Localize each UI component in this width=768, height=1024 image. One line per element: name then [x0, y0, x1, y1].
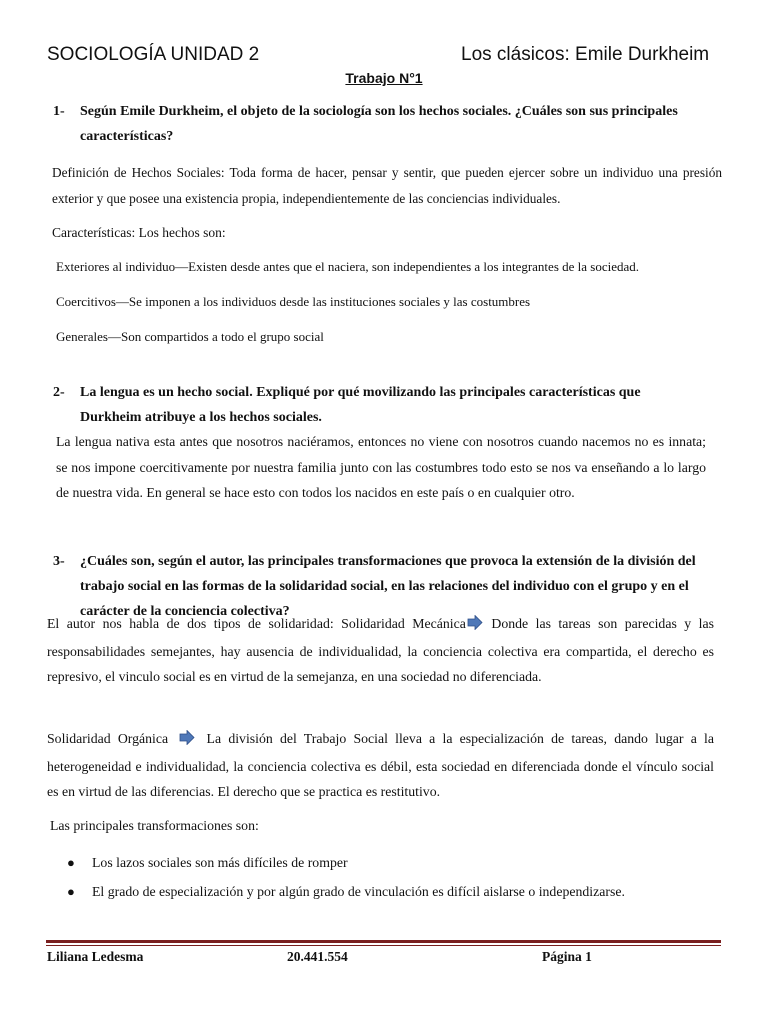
question-3-text: ¿Cuáles son, según el autor, las principales transformaciones que provoca la extensión de la división del trabajo social en las formas de la solidaridad social, en las relaciones del individuo con el grupo y en el carácter de la conciencia colectiva?: [80, 554, 696, 619]
q3-p1-rest: Donde las tareas son parecidas y las responsabilidades semejantes, hay ausencia de individualidad, la conciencia colectiva era compartida, el derecho es represivo, el vinculo social es en virtud de la semejanza, en una sociedad no diferenciada.: [47, 616, 714, 684]
list-item: [67, 879, 707, 908]
footer-id: 20.441.554: [287, 949, 348, 964]
q1-definition: Definición de Hechos Sociales: Toda forma de hacer, pensar y sentir, que pueden ejercer sobre un individuo una presión exterior y que posee una existencia propia, independientemente de las conciencias individuales.: [52, 165, 722, 206]
question-2: [53, 380, 703, 430]
q1-characteristics-intro: Características: Los hechos son:: [52, 225, 226, 240]
q2-answer: La lengua nativa esta antes que nosotros naciéramos, entonces no viene con nosotros cuando nacemos no es innata; se nos impone coercitivamente por nuestra familia junto con las costumbres todo esto se nos va enseñando a lo largo de nuestra vida. En general se hace esto con todos los nacidos en este país o en cualquier otro.: [56, 434, 706, 500]
footer-author: Liliana Ledesma: [47, 949, 144, 964]
footer-page-number: Página 1: [542, 949, 592, 964]
right-arrow-icon: [467, 613, 483, 639]
footer-rule-thick: [46, 940, 721, 943]
right-arrow-icon: [179, 728, 195, 754]
bullet-icon: ●: [67, 855, 75, 870]
header-right: Los clásicos: Emile Durkheim: [461, 44, 710, 65]
question-2-number: 2-: [53, 385, 65, 400]
question-1-text: Según Emile Durkheim, el objeto de la sociología son los hechos sociales. ¿Cuáles son sus principales características?: [80, 104, 678, 144]
document-title: Trabajo N°1: [345, 70, 423, 86]
list-item: [67, 850, 707, 879]
question-3-number: 3-: [53, 554, 65, 569]
q1-item-generales: Generales—Son compartidos a todo el grupo social: [56, 329, 324, 344]
q3-p1-lead: El autor nos habla de dos tipos de solidaridad: Solidaridad Mecánica: [47, 616, 466, 631]
question-1-number: 1-: [53, 104, 65, 119]
q3-paragraph-organica: [47, 726, 714, 805]
header-left: SOCIOLOGÍA UNIDAD 2: [47, 44, 260, 65]
q1-item-exteriores: Exteriores al individuo—Existen desde antes que el naciera, son independientes a los integrantes de la sociedad.: [56, 259, 640, 274]
q3-p2-lead: Solidaridad Orgánica: [47, 731, 176, 746]
footer-rule-thin: [46, 945, 721, 946]
question-2-text: La lengua es un hecho social. Expliqué por qué movilizando las principales características que Durkheim atribuye a los hechos sociales.: [80, 385, 641, 425]
list-item-text: Los lazos sociales son más difíciles de romper: [92, 855, 348, 870]
q1-item-coercitivos: Coercitivos—Se imponen a los individuos desde las instituciones sociales y las costumbres: [56, 294, 531, 309]
q3-p2-rest: La división del Trabajo Social lleva a la especialización de tareas, dando lugar a la heterogeneidad e individualidad, la conciencia colectiva es débil, esta sociedad en diferenciada donde el vínculo social es en virtud de las diferencias. El derecho que se practica es restitutivo.: [47, 731, 714, 799]
question-1: [53, 99, 683, 149]
transformations-list: [67, 850, 707, 908]
q3-paragraph-mecanica: [47, 611, 714, 690]
bullet-icon: ●: [67, 884, 75, 899]
q3-transformations-intro: Las principales transformaciones son:: [50, 818, 259, 833]
list-item-text: El grado de especialización y por algún grado de vinculación es difícil aislarse o independizarse.: [92, 884, 625, 899]
